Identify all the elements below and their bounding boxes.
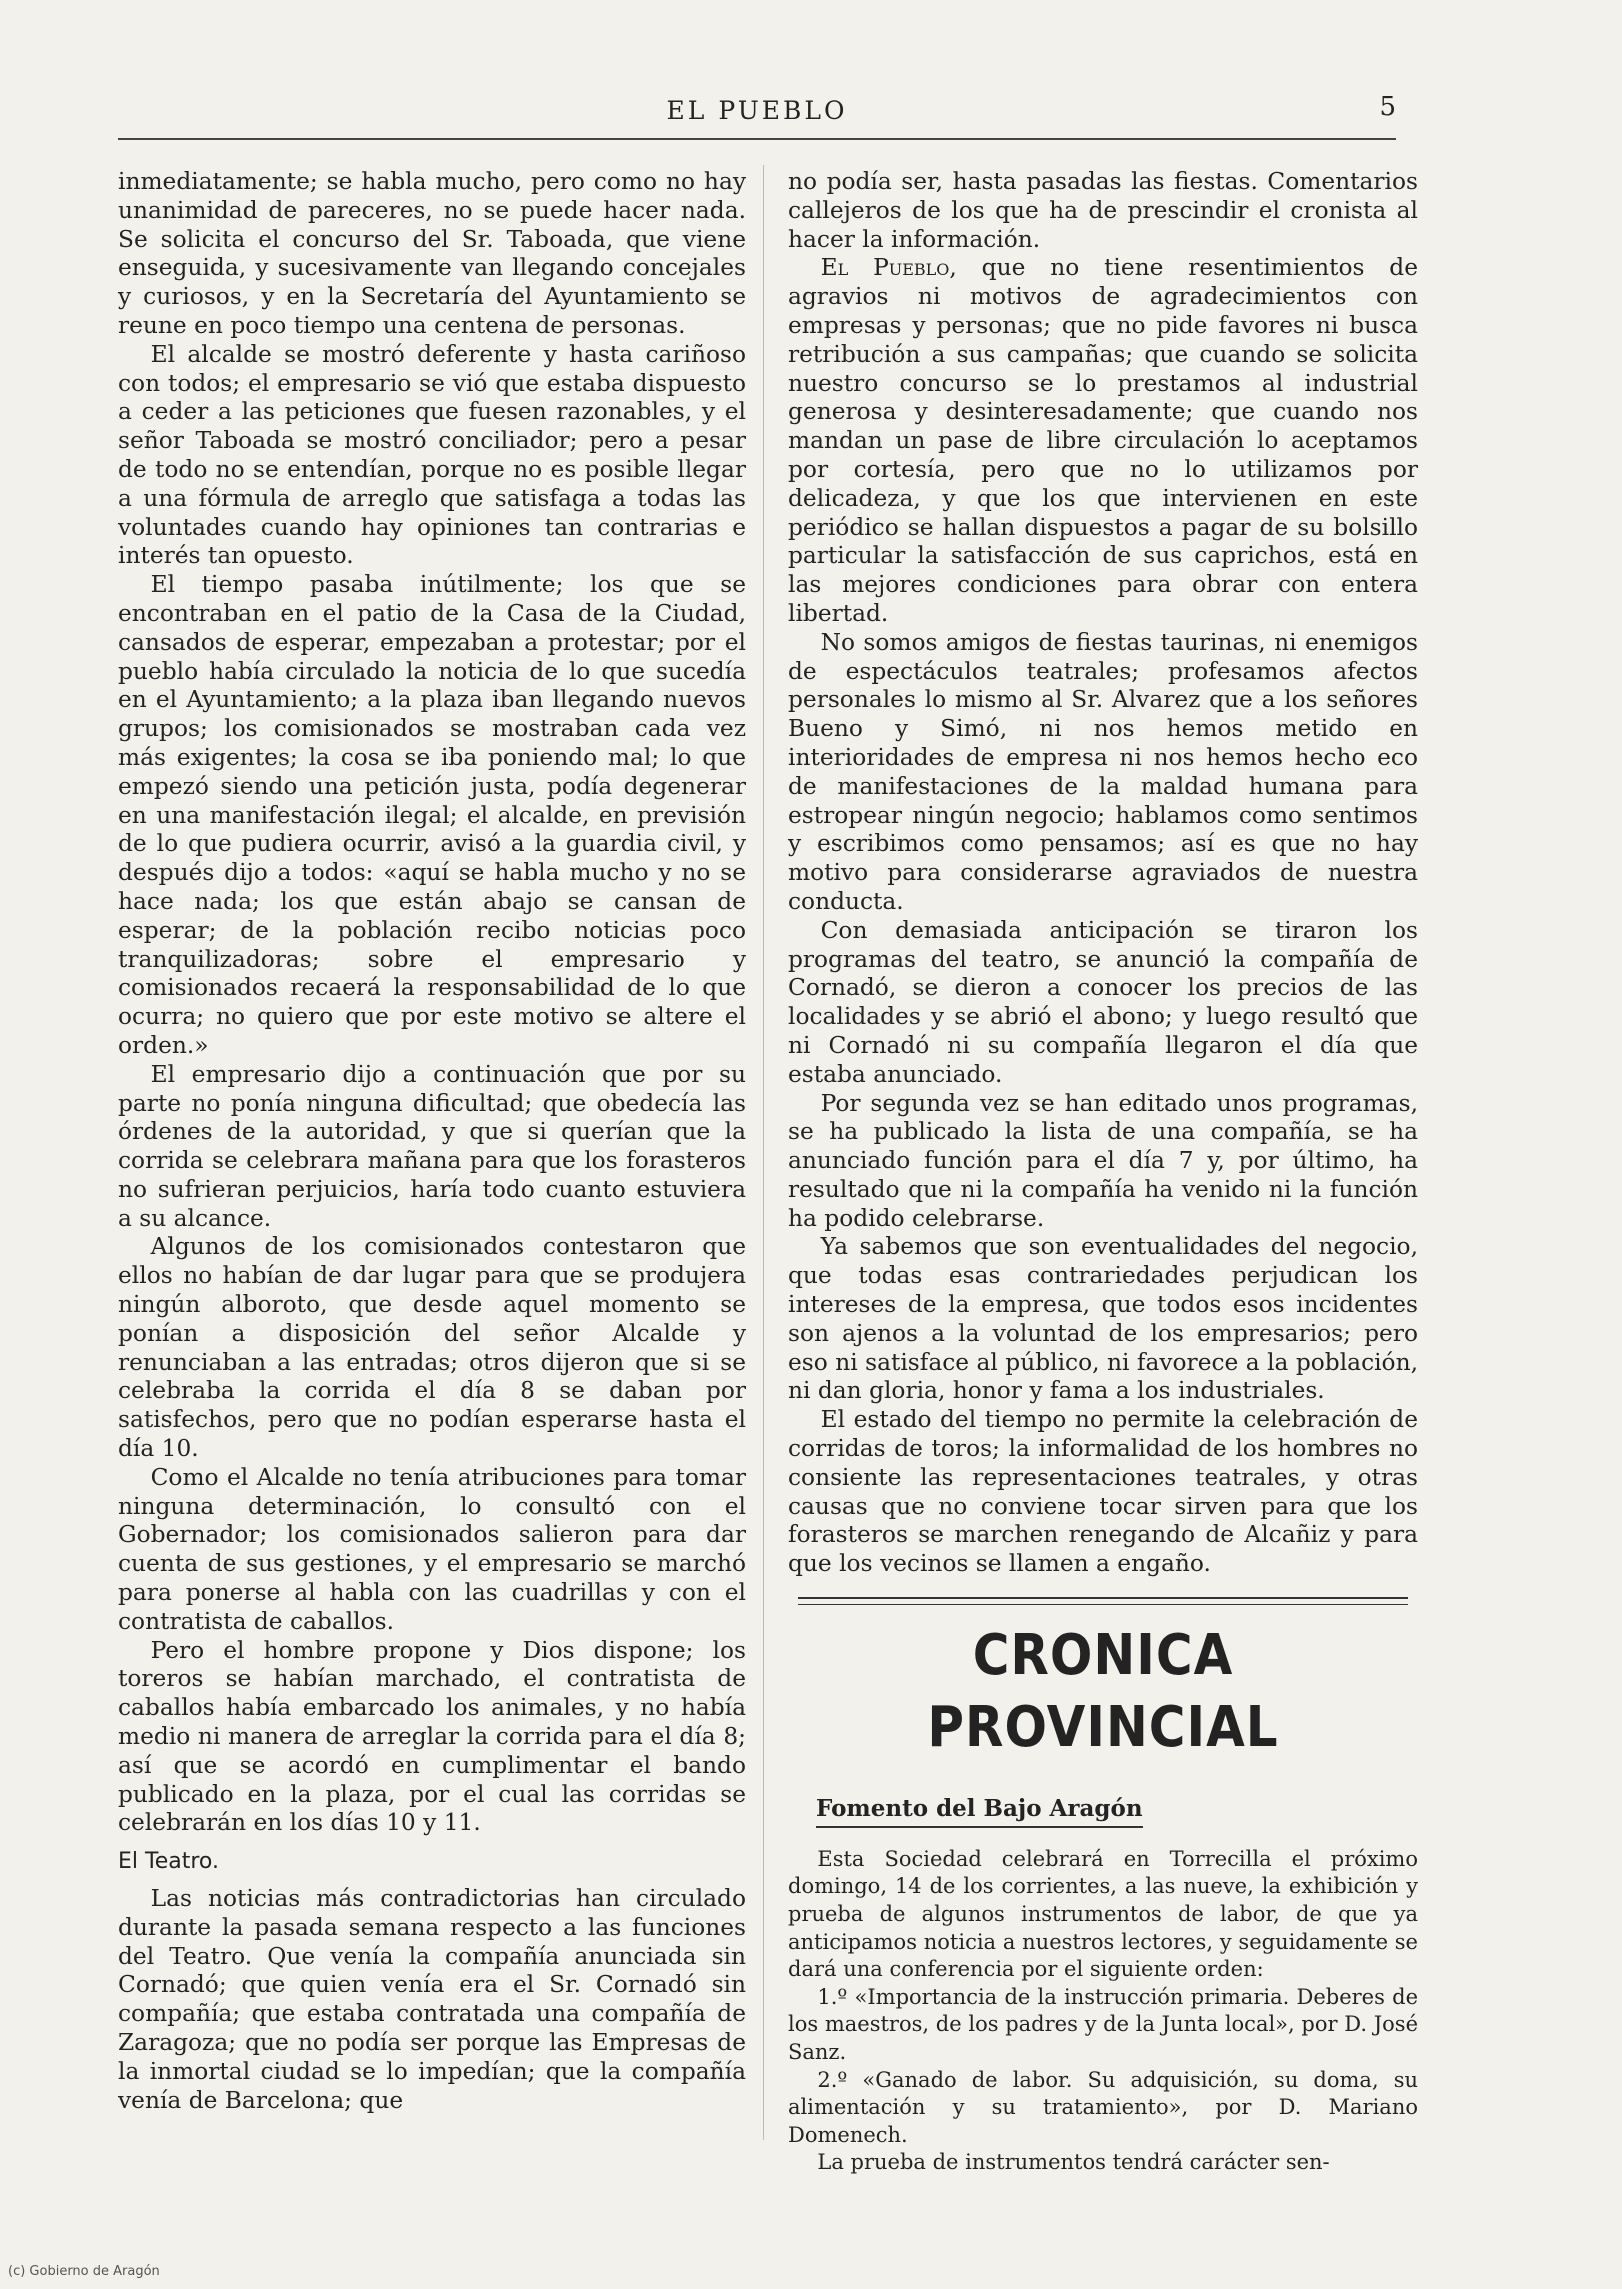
paragraph: Como el Alcalde no tenía atribuciones para tomar ninguna determinación, lo consultó con el Gobernador; los comisionados salieron para dar cuenta de sus gestiones, y el empresario se marchó para ponerse al habla con las cuadrillas y con el contratista de caballos. xyxy=(118,1463,746,1635)
paragraph: no podía ser, hasta pasadas las fiestas. Comentarios callejeros de los que ha de prescindir el cronista al hacer la información. xyxy=(788,168,1418,253)
left-column xyxy=(118,168,746,2115)
paragraph-text: , que no tiene resentimientos de agravios ni motivos de agradecimientos con empresas y personas; que no pide favores ni busca retribución a sus campañas; que cuando se solicita nuestro concurso se lo prestamos al industrial generosa y desinteresadamente; que cuando nos mandan un pase de libre circulación lo aceptamos por cortesía, pero que no lo utilizamos por delicadeza, y que los que intervienen en este periódico se hallan dispuestos a pagar de su bolsillo particular la satisfacción de sus caprichos, está en las mejores condiciones para obrar con entera libertad. xyxy=(788,254,1418,627)
paragraph: El alcalde se mostró deferente y hasta cariñoso con todos; el empresario se vió que estaba dispuesto a ceder a las peticiones que fuesen razonables, y el señor Taboada se mostró conciliador; pero a pesar de todo no se entendían, porque no es posible llegar a una fórmula de arreglo que satisfaga a todas las voluntades cuando hay opiniones tan contrarias e interés tan opuesto. xyxy=(118,340,746,570)
paragraph: Las noticias más contradictorias han circulado durante la pasada semana respecto a las funciones del Teatro. Que venía la compañía anunciada sin Cornadó; que quien venía era el Sr. Cornadó sin compañía; que estaba contratada una compañía de Zaragoza; que no podía ser porque las Empresas de la inmortal ciudad se lo impedían; que la compañía venía de Barcelona; que xyxy=(118,1885,746,2114)
paragraph: Con demasiada anticipación se tiraron los programas del teatro, se anunció la compañía de Cornadó, se dieron a conocer los precios de las localidades y se abrió el abono; y luego resultó que ni Cornadó ni su compañía llegaron el día que estaba anunciado. xyxy=(788,916,1418,1088)
page-number: 5 xyxy=(1379,92,1396,122)
paragraph: No somos amigos de fiestas taurinas, ni enemigos de espectáculos teatrales; profesamos afectos personales lo mismo al Sr. Alvarez que a los señores Bueno y Simó, ni nos hemos metido en interioridades de empresa ni nos hemos hecho eco de manifestaciones de la maldad humana para estropear ningún negocio; hablamos como sentimos y escribimos como pensamos; así es que no hay motivo para considerarse agraviados de nuestra conducta. xyxy=(788,628,1418,915)
list-item: 1.º «Importancia de la instrucción primaria. Deberes de los maestros, de los padres y de la Junta local», por D. José Sanz. xyxy=(788,1984,1418,2064)
right-column xyxy=(788,168,1418,2177)
page-header xyxy=(118,92,1396,140)
article-heading: Fomento del Bajo Aragón xyxy=(816,1795,1143,1828)
list-item: 2.º «Ganado de labor. Su adquisición, su doma, su alimentación y su tratamiento», por D. Mariano Domenech. xyxy=(788,2067,1418,2147)
paper-name: El Pueblo xyxy=(820,254,950,282)
paragraph: El empresario dijo a continuación que por su parte no ponía ninguna dificultad; que obedecía las órdenes de la autoridad, y que si querían que la corrida se celebrara mañana para que los forasteros no sufrieran perjuicios, haría todo cuanto estuviera a su alcance. xyxy=(118,1060,746,1232)
paragraph: La prueba de instrumentos tendrá carácter sen- xyxy=(817,2150,1330,2175)
article-body xyxy=(788,1846,1418,2177)
paragraph: Pero el hombre propone y Dios dispone; los toreros se habían marchado, el contratista de caballos había embarcado los animales, y no había medio ni manera de arreglar la corrida para el día 8; así que se acordó en cumplimentar el bando publicado en la plaza, por el cual las corridas se celebrarán en los días 10 y 11. xyxy=(118,1636,746,1837)
section-divider xyxy=(798,1597,1408,1605)
paragraph: El estado del tiempo no permite la celebración de corridas de toros; la informalidad de los hombres no consiente las representaciones teatrales, y otras causas que no conviene tocar sirven para que los forasteros se marchen renegando de Alcañiz y para que los vecinos se llamen a engaño. xyxy=(788,1406,1418,1578)
paragraph xyxy=(788,254,1418,628)
column-divider xyxy=(763,165,764,2140)
paragraph: Ya sabemos que son eventualidades del negocio, que todas esas contrariedades perjudican los intereses de la empresa, que todos esos incidentes son ajenos a la voluntad de los empresarios; pero eso ni satisface al público, ni favorece a la población, ni dan gloria, honor y fama a los industriales. xyxy=(788,1233,1418,1405)
section-title: CRONICA PROVINCIAL xyxy=(927,1622,1279,1760)
paragraph: Por segunda vez se han editado unos programas, se ha publicado la lista de una compañía, se ha anunciado función para el día 7 y, por último, ha resultado que ni la compañía ha venido ni la función ha podido celebrarse. xyxy=(788,1089,1418,1232)
paragraph: El tiempo pasaba inútilmente; los que se encontraban en el patio de la Casa de la Ciudad, cansados de esperar, empezaban a protestar; por el pueblo había circulado la noticia de lo que sucedía en el Ayuntamiento; a la plaza iban llegando nuevos grupos; los comisionados se mostraban cada vez más exigentes; la cosa se iba poniendo mal; lo que empezó siendo una petición justa, podía degenerar en una manifestación ilegal; el alcalde, en previsión de lo que pudiera ocurrir, avisó a la guardia civil, y después dijo a todos: «aquí se habla mucho y no se hace nada; los que están abajo se cansan de esperar; de la población recibo noticias poco tranquilizadoras; sobre el empresario y comisionados recaerá la responsabilidad de lo que ocurra; no quiero que por este motivo se altere el orden.» xyxy=(118,571,746,1059)
paragraph: Esta Sociedad celebrará en Torrecilla el próximo domingo, 14 de los corrientes, a las nueve, la exhibición y prueba de algunos instrumentos de labor, de que ya anticipamos noticia a nuestros lectores, y seguidamente se dará una conferencia por el siguiente orden: xyxy=(788,1846,1418,1982)
paragraph: inmediatamente; se habla mucho, pero como no hay unanimidad de pareceres, no se puede hacer nada. Se solicita el concurso del Sr. Taboada, que viene enseguida, y sucesivamente van llegando concejales y curiosos, y en la Secretaría del Ayuntamiento se reune en poco tiempo una centena de personas. xyxy=(118,168,746,339)
copyright-credit: (c) Gobierno de Aragón xyxy=(8,2264,160,2279)
newspaper-title: EL PUEBLO xyxy=(666,96,848,125)
subheading-teatro: El Teatro. xyxy=(118,1849,219,1875)
paragraph: Algunos de los comisionados contestaron que ellos no habían de dar lugar para que se produjera ningún alboroto, que desde aquel momento se ponían a disposición del señor Alcalde y renunciaban a las entradas; otros dijeron que si se celebraba la corrida el día 8 se daban por satisfechos, pero que no podían esperarse hasta el día 10. xyxy=(118,1233,746,1463)
